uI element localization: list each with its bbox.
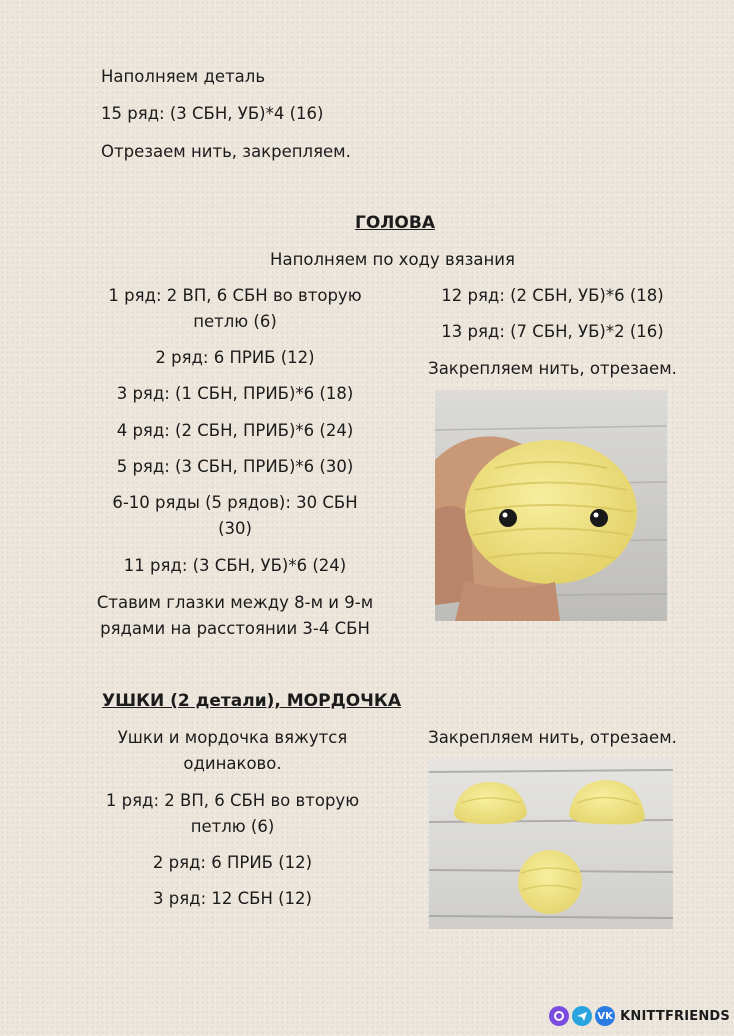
- max-icon: [549, 1006, 569, 1026]
- pattern-row: 2 ряд: 6 ПРИБ (12): [155, 348, 315, 367]
- pattern-row: 4 ряд: (2 СБН, ПРИБ)*6 (24): [116, 421, 354, 440]
- photo-ears: [429, 758, 673, 929]
- telegram-icon: [572, 1006, 592, 1026]
- pattern-note: Ушки и мордочка вяжутся одинаково.: [117, 728, 348, 773]
- section-subtitle: Наполняем по ходу вязания: [270, 250, 515, 269]
- pattern-row: Закрепляем нить, отрезаем.: [428, 359, 677, 378]
- pattern-row: 1 ряд: 2 ВП, 6 СБН во вторую петлю (6): [105, 791, 360, 836]
- vk-icon: VK: [595, 1006, 615, 1026]
- brand-logo: [549, 1006, 730, 1026]
- pattern-row: 13 ряд: (7 СБН, УБ)*2 (16): [441, 322, 664, 341]
- pattern-row: 12 ряд: (2 СБН, УБ)*6 (18): [441, 286, 664, 305]
- pattern-row: 5 ряд: (3 СБН, ПРИБ)*6 (30): [116, 457, 354, 476]
- pattern-row: 6-10 ряды (5 рядов): 30 СБН (30): [112, 493, 358, 538]
- photo-head: [435, 390, 667, 621]
- pattern-row: 3 ряд: 12 СБН (12): [153, 889, 312, 908]
- pattern-row: 11 ряд: (3 СБН, УБ)*6 (24): [123, 556, 347, 575]
- section-title-head: ГОЛОВА: [355, 213, 435, 233]
- text-line: Отрезаем нить, закрепляем.: [101, 142, 351, 161]
- text-line: Наполняем деталь: [101, 67, 266, 86]
- pattern-row: Закрепляем нить, отрезаем.: [428, 728, 677, 747]
- pattern-note: Ставим глазки между 8-м и 9-м рядами на расстоянии 3-4 СБН: [96, 593, 374, 638]
- text-line: 15 ряд: (3 СБН, УБ)*4 (16): [101, 104, 324, 123]
- pattern-row: 2 ряд: 6 ПРИБ (12): [152, 853, 313, 872]
- brand-name: KNITTFRIENDS: [620, 1008, 730, 1024]
- pattern-row: 1 ряд: 2 ВП, 6 СБН во вторую петлю (6): [108, 286, 362, 331]
- section-title-ears: УШКИ (2 детали), МОРДОЧКА: [102, 691, 401, 711]
- pattern-row: 3 ряд: (1 СБН, ПРИБ)*6 (18): [116, 384, 354, 403]
